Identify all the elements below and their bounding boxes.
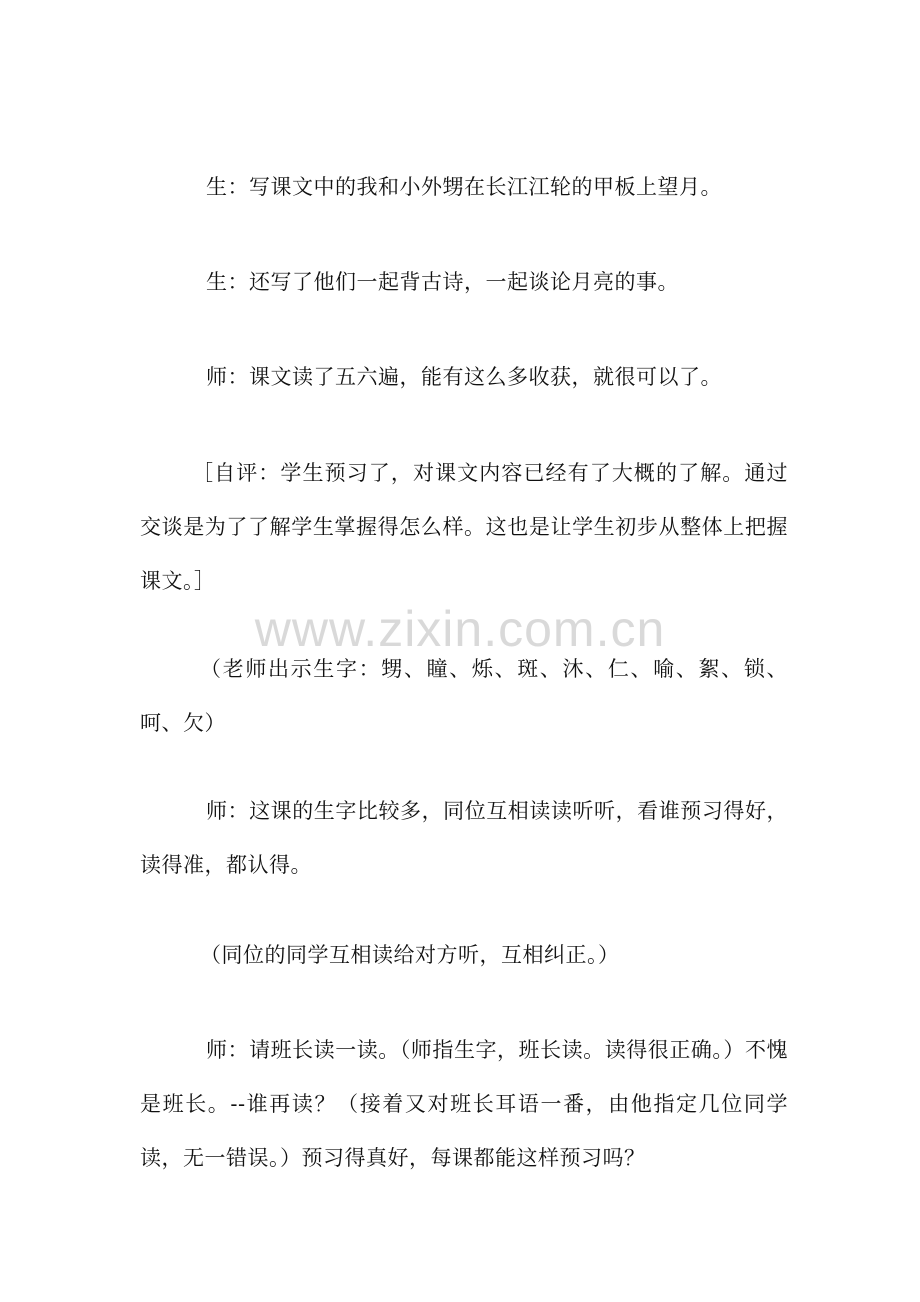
watermark: www.zixin.com.cn: [254, 601, 666, 657]
paragraph-6: 师：这课的生字比较多，同位互相读读听听，看谁预习得好，读得准，都认得。: [140, 799, 788, 877]
paragraph-1: 生：写课文中的我和小外甥在长江江轮的甲板上望月。: [206, 175, 722, 199]
paragraph-7: （同位的同学互相读给对方听，互相纠正。）: [200, 943, 620, 967]
paragraph-2: 生：还写了他们一起背古诗，一起谈论月亮的事。: [206, 270, 679, 294]
paragraph-3: 师：课文读了五六遍，能有这么多收获，就很可以了。: [206, 365, 722, 389]
paragraph-5: （老师出示生字：甥、瞳、烁、斑、沐、仁、喻、絮、锁、呵、欠）: [140, 657, 788, 735]
paragraph-4: ［自评：学生预习了，对课文内容已经有了大概的了解。通过交谈是为了了解学生掌握得怎么样。这也是让学生初步从整体上把握课文。］: [140, 461, 788, 593]
paragraph-8: 师：请班长读一读。（师指生字，班长读。读得很正确。）不愧是班长。--谁再读？（接着又对班长耳语一番，由他指定几位同学读，无一错误。）预习得真好，每课都能这样预习吗？: [140, 1038, 788, 1170]
